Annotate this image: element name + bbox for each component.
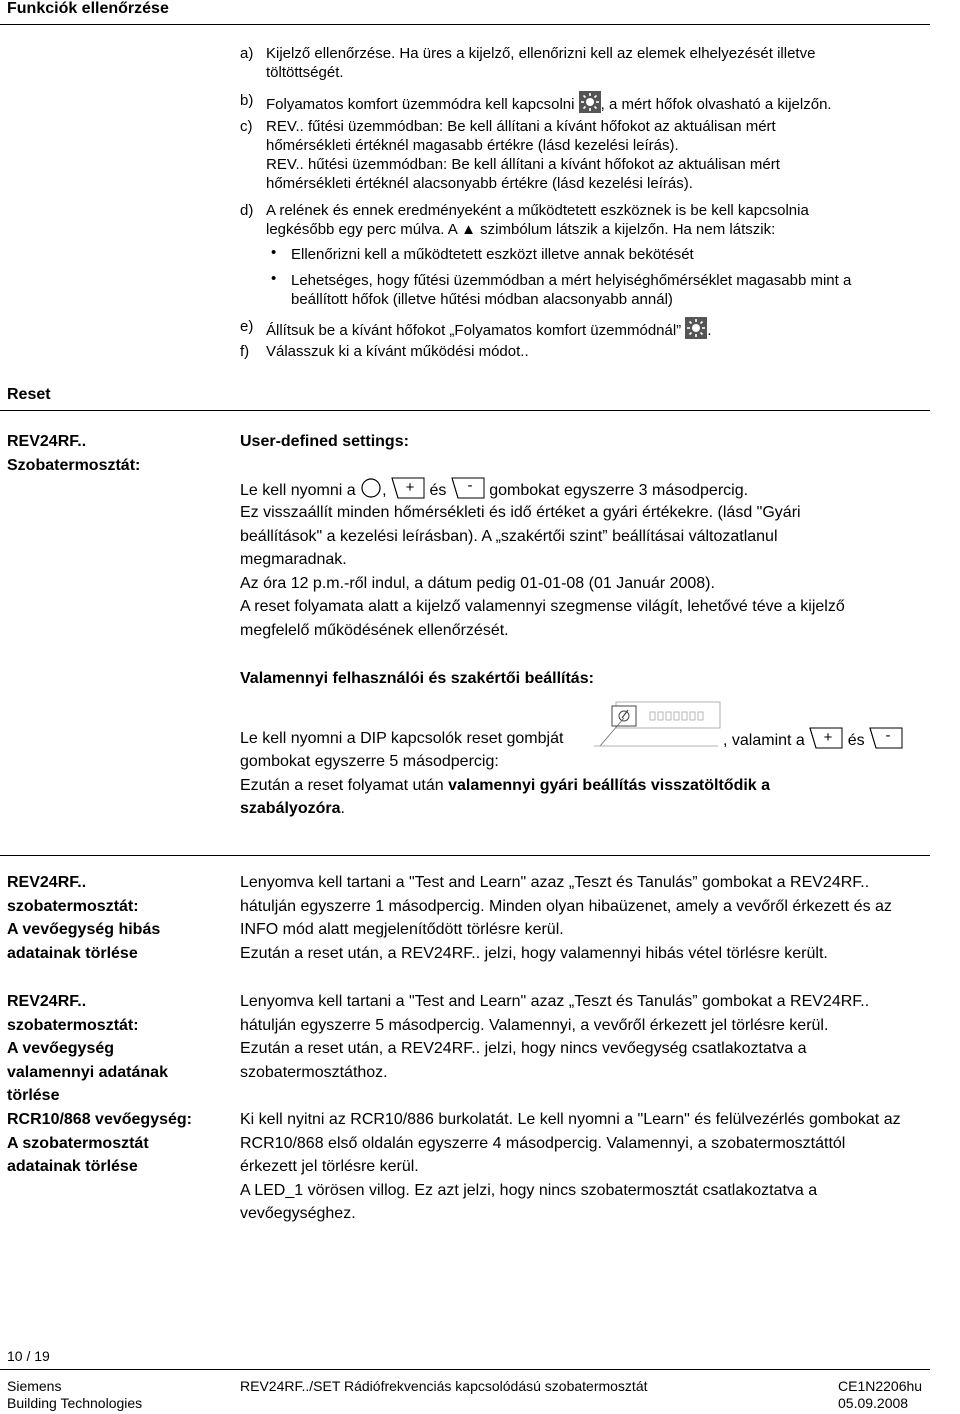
svg-text:-: - — [467, 477, 473, 494]
header-rule — [0, 24, 930, 25]
reset-press-line: Le kell nyomni a , + és - gombokat egyszerre 3 másodpercig. — [240, 477, 748, 507]
check-d-bullet2: Lehetséges, hogy fűtési üzemmódban a mért helyiséghőmérséklet magasabb mint a beállított hőfok (illetve hűtési módban alacsonyabb annál) — [291, 272, 852, 308]
bullet-dot: • — [271, 270, 277, 287]
section1-left: REV24RF.. szobatermosztát: A vevőegység hibás adatainak törlése — [7, 874, 161, 962]
check-a-text: Kijelző ellenőrzése. Ha üres a kijelző, ellenőrizni kell az elemek elhelyezését illetve töltöttségét. — [266, 45, 816, 81]
check-a-label: a) — [240, 45, 254, 62]
footer-doc-title: REV24RF../SET Rádiófrekvenciás kapcsolódású szobatermosztát — [240, 1378, 648, 1394]
svg-text:+: + — [823, 729, 833, 746]
check-f-text: Válasszuk ki a kívánt működési módot.. — [266, 343, 529, 360]
section-rule — [0, 855, 930, 856]
footer-doc-info: CE1N2206hu 05.09.2008 — [838, 1378, 923, 1411]
reset-description: Ez visszaállít minden hőmérsékleti és idő értéket a gyári értékekre. (lásd "Gyári beállítások" a kezelési leírásban). A „szakértői szint” beállításai változatlanul megmaradnak. Az óra 12 p.m.-ről indul, a dátum pedig 01-01-08 (01 Január 2008). A reset folyamata alatt a kijelző valamennyi szegmense világít, lehetővé téve a kijelző megfelelő működésének ellenőrzését. — [240, 504, 845, 639]
footer-rule — [0, 1369, 930, 1370]
dip-switch-image — [592, 700, 724, 753]
minus-button-icon — [869, 727, 903, 757]
bullet-dot: • — [271, 244, 277, 261]
check-d-label: d) — [240, 202, 254, 219]
check-b-label: b) — [240, 92, 254, 109]
reset-left-label: REV24RF.. Szobatermosztát: — [7, 433, 141, 474]
all-settings-title: Valamennyi felhasználói és szakértői beállítás: — [240, 670, 594, 687]
dip-description: gombokat egyszerre 5 másodpercig: Ezután a reset folyamat után valamennyi gyári beállítás visszatöltődik a szabályozóra. — [240, 753, 771, 817]
page-number: 10 / 19 — [7, 1348, 50, 1364]
dip-line1-continued: , valamint a + és - — [723, 727, 903, 757]
check-e-label: e) — [240, 318, 254, 335]
reset-rule — [0, 410, 930, 411]
page-title: Funkciók ellenőrzése — [7, 0, 169, 17]
triangle-up-icon: ▲ — [461, 221, 476, 238]
section3-right: Ki kell nyitni az RCR10/886 burkolatát. Le kell nyomni a "Learn" és felülvezérlés gombokat az RCR10/868 első oldalán egyszerre 4 másodpercig. Valamennyi, a szobatermosztáttól érkezett jel törlésre kerül. A LED_1 vörösen villog. Ez azt jelzi, hogy nincs szobatermosztát csatlakoztatva a vevőegységhez. — [240, 1111, 901, 1222]
dip-line1: Le kell nyomni a DIP kapcsolók reset gombját — [240, 730, 564, 747]
svg-text:-: - — [885, 727, 891, 744]
check-f-label: f) — [240, 343, 250, 360]
sun-icon — [579, 91, 601, 118]
plus-button-icon — [809, 727, 843, 757]
section2-right: Lenyomva kell tartani a "Test and Learn" azaz „Teszt és Tanulás” gombokat a REV24RF.. hátulján egyszerre 5 másodpercig. Valamennyi, a vevőről érkezett jel törlésre kerül. Ezután a reset után, a REV24RF.. jelzi, hogy nincs vevőegység csatlakoztatva a szobatermosztáthoz. — [240, 993, 870, 1081]
section2-left: REV24RF.. szobatermosztát: A vevőegység valamennyi adatának törlése — [7, 993, 168, 1104]
reset-title: Reset — [7, 386, 51, 403]
section3-left: RCR10/868 vevőegység: A szobatermosztát adatainak törlése — [7, 1111, 192, 1175]
check-d-bullet1: Ellenőrizni kell a működtetett eszközt illetve annak bekötését — [291, 246, 694, 263]
check-e-text: Állítsuk be a kívánt hőfokot „Folyamatos komfort üzemmódnál” . — [266, 317, 712, 344]
user-settings-title: User-defined settings: — [240, 433, 409, 450]
sun-icon — [685, 317, 707, 344]
check-d-text: A relének és ennek eredményeként a működtetett eszköznek is be kell kapcsolnia legkésőbb egy perc múlva. A ▲ szimbólum látszik a kijelzőn. Ha nem látszik: — [266, 202, 809, 238]
section1-right: Lenyomva kell tartani a "Test and Learn" azaz „Teszt és Tanulás” gombokat a REV24RF.. hátulján egyszerre 1 másodpercig. Minden olyan hibaüzenet, amely a vevőről érkezett és az INFO mód alatt megjelenítődött törlésre kerül. Ezután a reset után, a REV24RF.. jelzi, hogy valamennyi hibás vétel törlésre került. — [240, 874, 892, 962]
footer-company: Siemens Building Technologies — [7, 1378, 143, 1411]
check-c-label: c) — [240, 118, 253, 135]
svg-text:+: + — [405, 479, 415, 496]
check-b-text: Folyamatos komfort üzemmódra kell kapcsolni , a mért hőfok olvasható a kijelzőn. — [266, 91, 832, 118]
check-c-text: REV.. fűtési üzemmódban: Be kell állítani a kívánt hőfokot az aktuálisan mért hőmérsékleti értéknél magasabb értékre (lásd kezelési leírás). REV.. hűtési üzemmódban: Be kell állítani a kívánt hőfokot az aktuálisan mért hőmérsékleti értéknél alacsonyabb értékre (lásd kezelési leírás). — [266, 118, 780, 192]
